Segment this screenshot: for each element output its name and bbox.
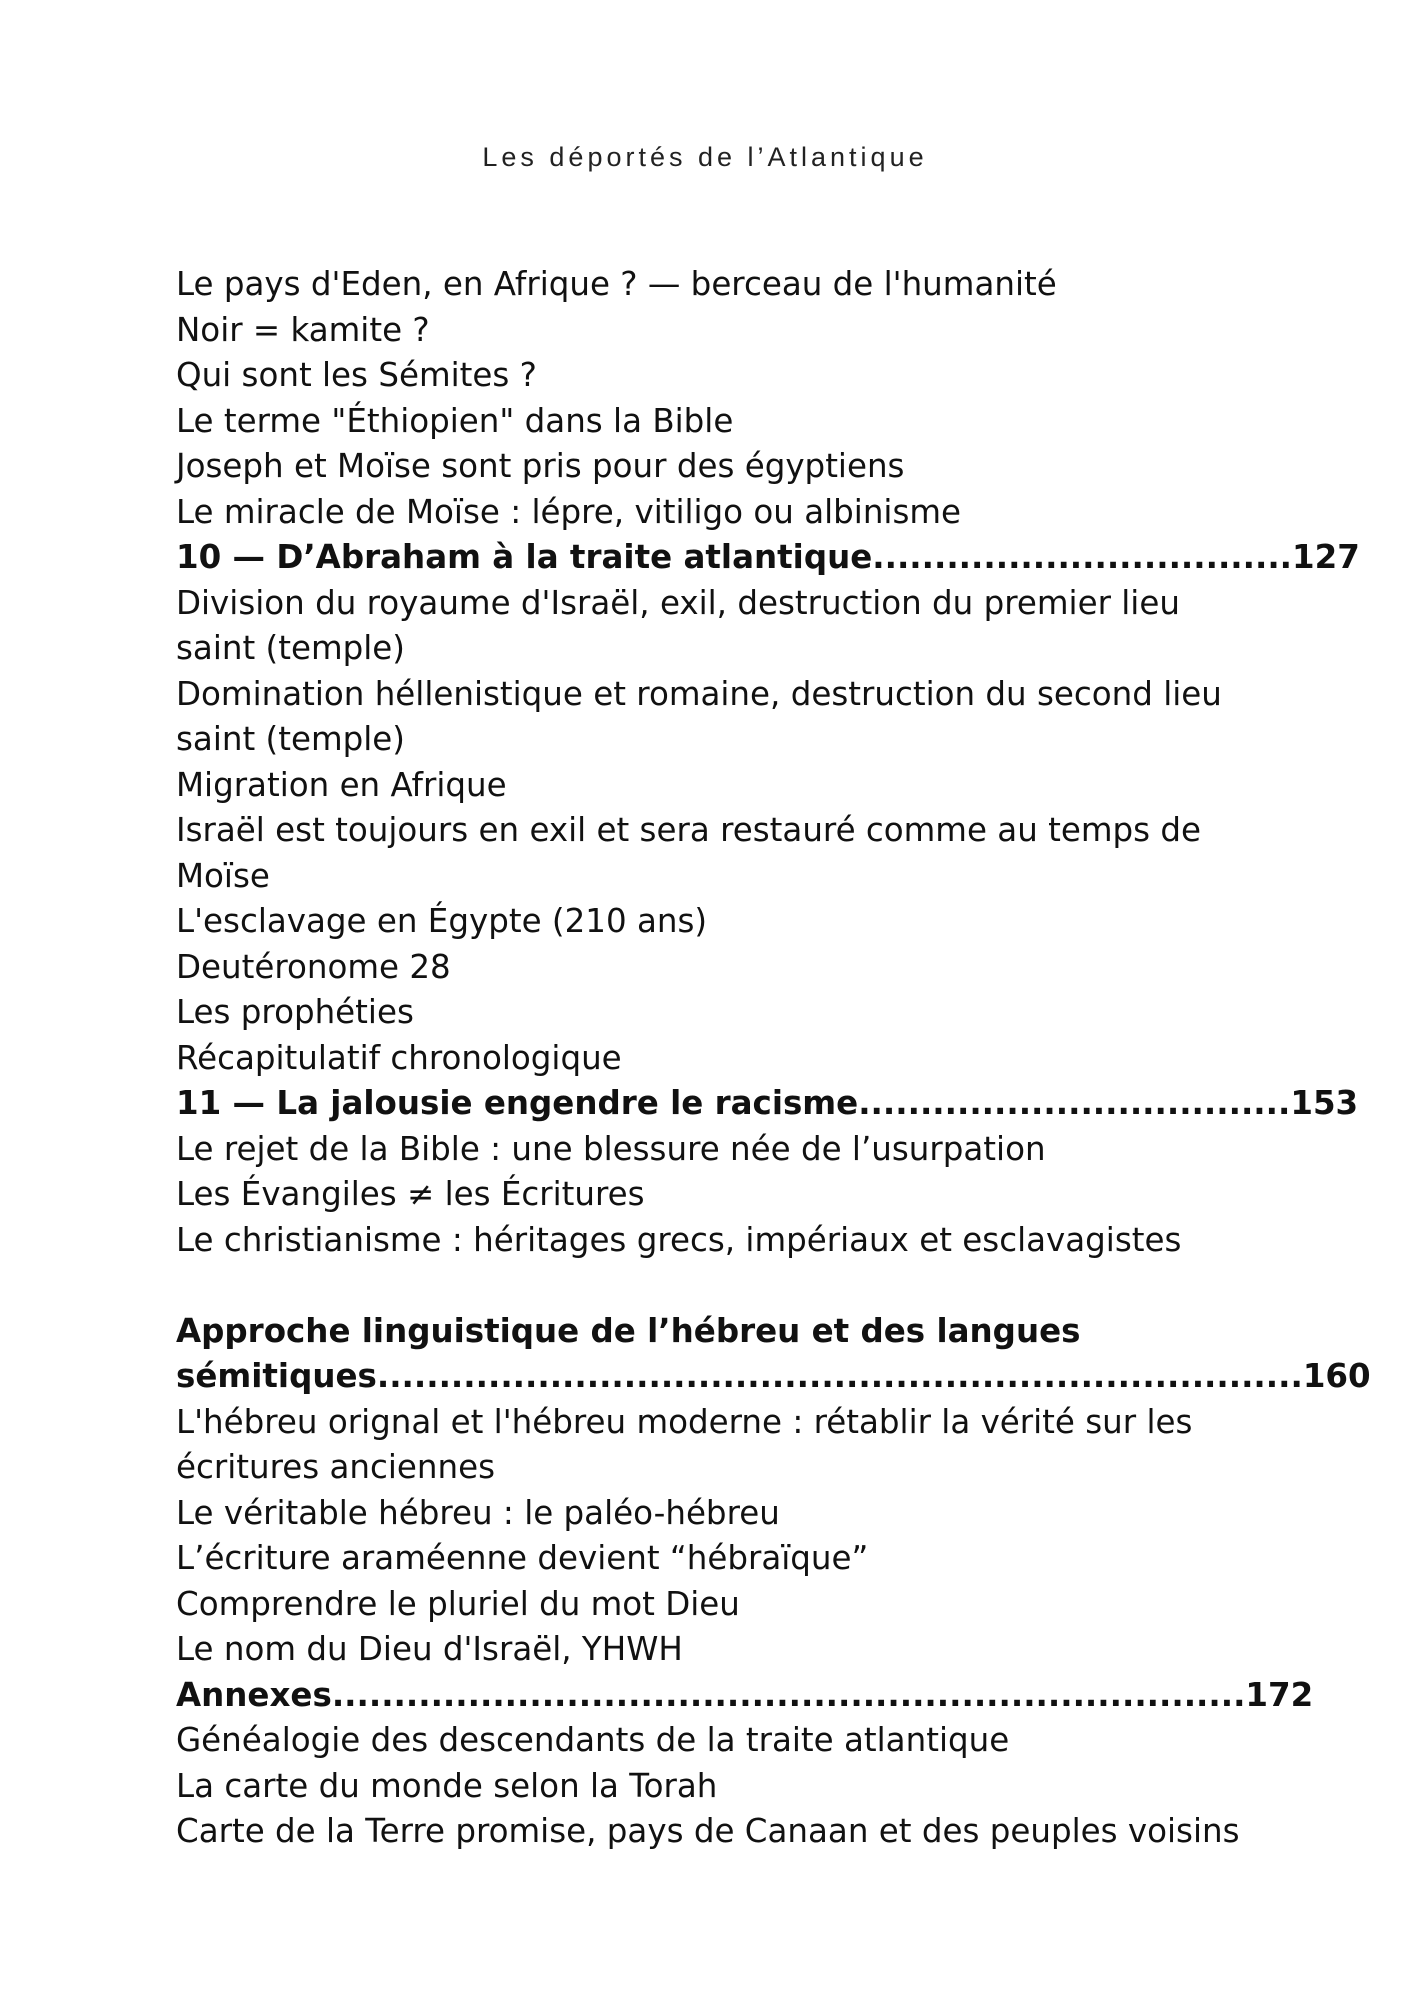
toc-entry-israel-exil: Israël est toujours en exil et sera restauré comme au temps de Moïse [176,811,1202,895]
table-of-contents [176,262,1371,1855]
toc-chapter-11: 11 — La jalousie engendre le racisme...................................153 [176,1084,1359,1122]
toc-entry-joseph-moise: Joseph et Moïse sont pris pour des égyptiens [176,447,905,485]
toc-entry-ethiopien: Le terme "Éthiopien" dans la Bible [176,401,734,440]
toc-chapter-linguistique: Approche linguistique de l’hébreu et des langues sémitiques...........................................................................160 [176,1311,1371,1395]
toc-entry-deuteronome: Deutéronome 28 [176,947,451,986]
toc-entry-genealogie: Généalogie des descendants de la traite atlantique [176,1721,1010,1759]
toc-entry-carte-monde: La carte du monde selon la Torah [176,1766,718,1805]
toc-entry-rejet-bible: Le rejet de la Bible : une blessure née de l’usurpation [176,1129,1046,1168]
toc-entry-christianisme: Le christianisme : héritages grecs, impériaux et esclavagistes [176,1220,1182,1259]
toc-entry-division-royaume: Division du royaume d'Israël, exil, destruction du premier lieu saint (temple) [176,583,1180,667]
toc-chapter-annexes: Annexes..........................................................................172 [176,1675,1314,1714]
toc-entry-domination: Domination héllenistique et romaine, destruction du second lieu saint (temple) [176,674,1222,758]
toc-entry-yhwh: Le nom du Dieu d'Israël, YHWH [176,1630,683,1668]
toc-entry-kamite: Noir = kamite ? [176,310,430,349]
toc-entry-paleo-hebreu: Le véritable hébreu : le paléo-hébreu [176,1493,780,1532]
toc-entry-recapitulatif: Récapitulatif chronologique [176,1038,622,1077]
toc-entry-terre-promise: Carte de la Terre promise, pays de Canaan et des peuples voisins [176,1812,1240,1850]
running-header: Les déportés de l’Atlantique [482,142,928,172]
toc-entry-pluriel-dieu: Comprendre le pluriel du mot Dieu [176,1584,740,1623]
toc-entry-miracle-moise: Le miracle de Moïse : lépre, vitiligo ou albinisme [176,492,962,531]
toc-chapter-10: 10 — D’Abraham à la traite atlantique..................................127 [176,538,1360,576]
toc-entry-eden: Le pays d'Eden, en Afrique ? — berceau de l'humanité [176,265,1057,303]
toc-entry-esclavage-egypte: L'esclavage en Égypte (210 ans) [176,902,708,940]
toc-entry-migration: Migration en Afrique [176,765,507,804]
toc-entry-semites: Qui sont les Sémites ? [176,356,537,394]
toc-entry-hebreu-original: L'hébreu orignal et l'hébreu moderne : rétablir la vérité sur les écritures anciennes [176,1402,1193,1486]
toc-entry-evangiles: Les Évangiles ≠ les Écritures [176,1175,645,1213]
toc-entry-araméenne: L’écriture araméenne devient “hébraïque” [176,1539,869,1577]
toc-entry-propheties: Les prophéties [176,993,414,1031]
section-spacer [176,1263,1236,1309]
